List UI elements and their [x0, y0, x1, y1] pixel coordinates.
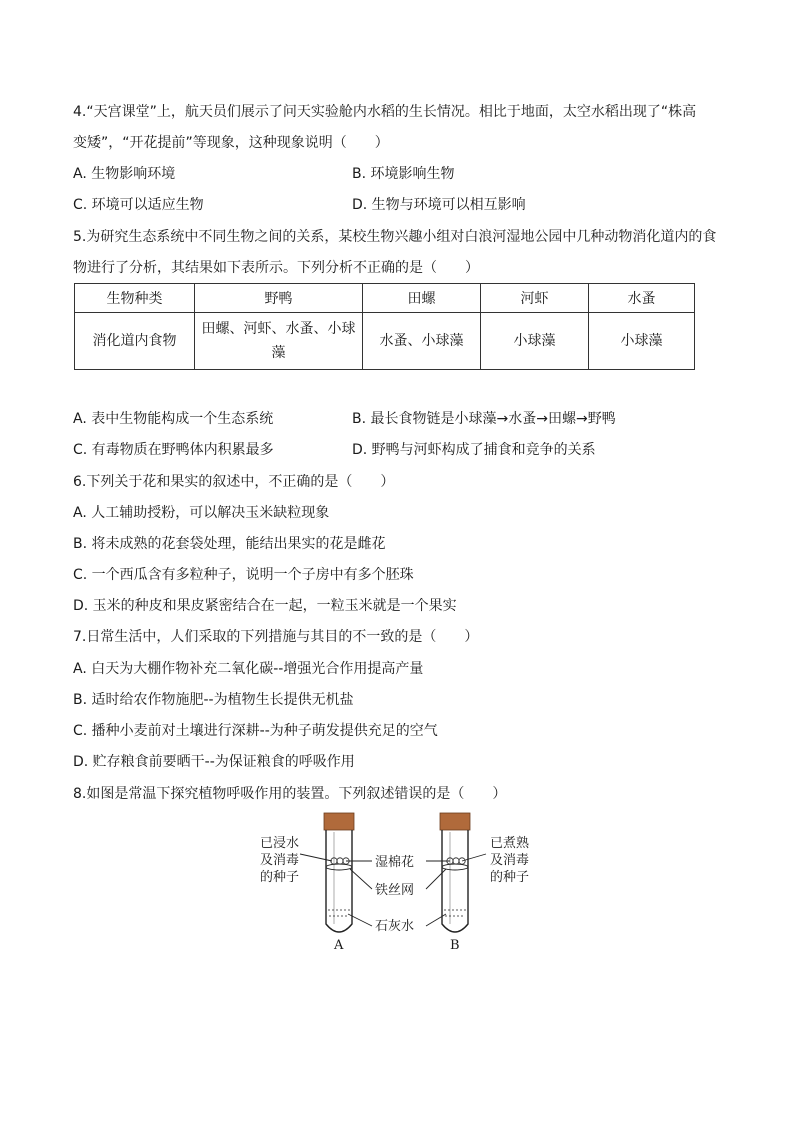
q4-option-d[interactable]: D. 生物与环境可以相互影响: [352, 197, 526, 213]
table-cell: 水蚤、小球藻: [363, 313, 481, 370]
q7-option-a[interactable]: A. 白天为大棚作物补充二氧化碳--增强光合作用提高产量: [73, 661, 424, 677]
q4-option-b[interactable]: B. 环境影响生物: [352, 166, 455, 182]
q6-option-a[interactable]: A. 人工辅助授粉，可以解决玉米缺粒现象: [73, 505, 330, 521]
table-header-cell: 野鸭: [195, 284, 363, 313]
wet-cotton-label: 湿棉花: [375, 855, 415, 870]
q5-stem-line1: 5.为研究生态系统中不同生物之间的关系，某校生物兴趣小组对白浪河湿地公园中几种动物消化道内的食: [73, 229, 717, 245]
tube-a-stopper: [324, 813, 354, 830]
q5-option-a[interactable]: A. 表中生物能构成一个生态系统: [73, 411, 274, 427]
right-seed-label-line3: 的种子: [490, 870, 530, 885]
left-seed-label-line2: 及消毒: [260, 853, 300, 868]
q4-stem-line1: 4.“天宫课堂”上，航天员们展示了问天实验舱内水稻的生长情况。相比于地面，太空水稻出现了“株高: [73, 104, 697, 120]
right-seed-label-line2: 及消毒: [490, 853, 530, 868]
q5-option-b[interactable]: B. 最长食物链是小球藻→水蚤→田螺→野鸭: [352, 411, 616, 427]
table-cell: 小球藻: [481, 313, 589, 370]
q6-option-c[interactable]: C. 一个西瓜含有多粒种子，说明一个子房中有多个胚珠: [73, 567, 414, 583]
right-seed-label-line1: 已煮熟: [490, 836, 530, 851]
q4-option-c[interactable]: C. 环境可以适应生物: [73, 197, 204, 213]
q6-stem: 6.下列关于花和果实的叙述中，不正确的是（ ）: [73, 474, 395, 490]
test-tube-a: [324, 813, 354, 932]
leader-mesh-b: [426, 869, 446, 889]
tube-b-body: [442, 830, 468, 932]
table-header-cell: 田螺: [363, 284, 481, 313]
left-seed-label-line1: 已浸水: [260, 836, 300, 851]
tube-a-wire-mesh: [326, 864, 352, 870]
q7-option-d[interactable]: D. 贮存粮食前要晒干--为保证粮食的呼吸作用: [73, 754, 355, 770]
q4-option-a[interactable]: A. 生物影响环境: [73, 166, 176, 182]
table-cell-ye-ya: [195, 313, 363, 370]
leader-right-seeds: [462, 854, 486, 861]
respiration-apparatus-figure: [250, 806, 550, 956]
q5-stem-line2: 物进行了分析，其结果如下表所示。下列分析不正确的是（ ）: [73, 260, 479, 276]
q5-option-d[interactable]: D. 野鸭与河虾构成了捕食和竞争的关系: [352, 442, 596, 458]
food-analysis-table: [74, 283, 695, 370]
table-header-cell: 河虾: [481, 284, 589, 313]
table-row-label: 消化道内食物: [75, 313, 195, 370]
q6-option-b[interactable]: B. 将未成熟的花套袋处理，能结出果实的花是雌花: [73, 536, 386, 552]
wire-mesh-label: 铁丝网: [375, 883, 415, 898]
table-header-cell: 生物种类: [75, 284, 195, 313]
tube-a-label: A: [334, 938, 344, 953]
q5-option-c[interactable]: C. 有毒物质在野鸭体内积累最多: [73, 442, 274, 458]
table-cell-line: 田螺、河虾、水蚤、小球: [201, 321, 356, 337]
table-cell-line: 藻: [271, 345, 286, 361]
tube-a-body: [326, 830, 352, 932]
tube-b-label: B: [450, 938, 460, 953]
q7-stem: 7.日常生活中，人们采取的下列措施与其目的不一致的是（ ）: [73, 629, 479, 645]
q7-option-c[interactable]: C. 播种小麦前对土壤进行深耕--为种子萌发提供充足的空气: [73, 723, 438, 739]
table-header-cell: 水蚤: [589, 284, 695, 313]
table-cell: 小球藻: [589, 313, 695, 370]
leader-mesh-a: [350, 869, 372, 889]
q7-option-b[interactable]: B. 适时给农作物施肥--为植物生长提供无机盐: [73, 692, 354, 708]
table-header-row: [75, 284, 695, 313]
leader-left-seeds: [300, 854, 332, 861]
test-tube-b: [440, 813, 470, 932]
tube-b-stopper: [440, 813, 470, 830]
table-row: [75, 313, 695, 370]
q6-option-d[interactable]: D. 玉米的种皮和果皮紧密结合在一起，一粒玉米就是一个果实: [73, 598, 457, 614]
limewater-label: 石灰水: [375, 919, 415, 934]
q8-stem: 8.如图是常温下探究植物呼吸作用的装置。下列叙述错误的是（ ）: [73, 786, 507, 802]
left-seed-label-line3: 的种子: [260, 870, 300, 885]
q4-stem-line2: 变矮”，“开花提前”等现象，这种现象说明（ ）: [73, 135, 389, 151]
